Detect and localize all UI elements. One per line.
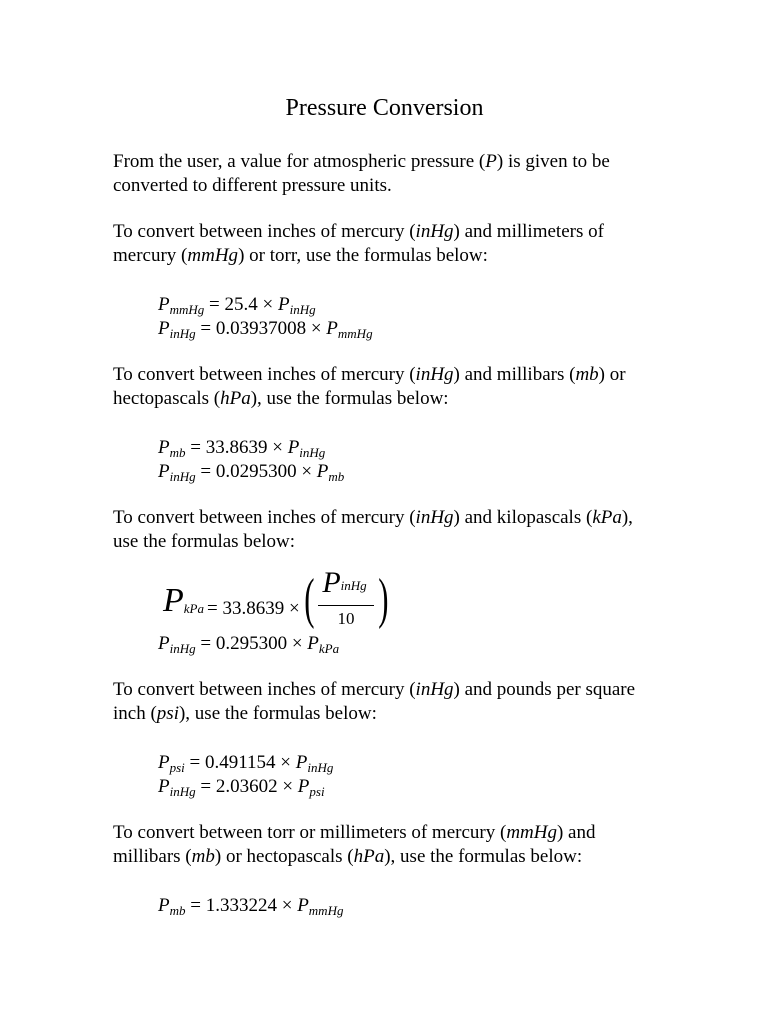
text: ) and pounds per square inch ( [113, 679, 636, 724]
section-2-formulas [158, 436, 656, 484]
text: ), use the formulas below: [384, 846, 583, 867]
coefficient: = 33.8639 × [207, 598, 300, 619]
variable: inHg [415, 679, 454, 700]
variable: hPa [353, 846, 385, 867]
p-symbol: P [307, 633, 319, 654]
variable: psi [156, 703, 179, 724]
section-4-formulas [158, 751, 656, 799]
p-symbol: P [158, 752, 170, 773]
p-symbol: P [158, 776, 170, 797]
variable: mmHg [187, 245, 239, 266]
subscript: mb [169, 903, 186, 918]
text: ), use the formulas below: [250, 388, 449, 409]
p-symbol: P [158, 318, 170, 339]
p-symbol: P [158, 633, 170, 654]
section-5-formulas [158, 894, 656, 918]
section-4-paragraph [113, 678, 656, 726]
subscript: inHg [299, 445, 326, 460]
p-symbol: P [316, 461, 329, 482]
text: ), use the formulas below: [178, 703, 377, 724]
left-paren: ( [303, 568, 315, 630]
right-paren: ) [377, 568, 389, 630]
formula [158, 460, 656, 484]
variable: mb [575, 364, 599, 385]
formula [158, 775, 656, 799]
subscript: inHg [169, 326, 196, 341]
p-symbol: P [158, 461, 170, 482]
subscript: mb [328, 469, 345, 484]
p-symbol: P [287, 437, 300, 458]
p-symbol: P [297, 776, 310, 797]
text: ) and millibars ( [113, 822, 596, 867]
fraction [318, 568, 373, 630]
p-symbol: P [158, 895, 170, 916]
operator: = 1.333224 × [185, 895, 298, 916]
p-symbol: P [158, 437, 170, 458]
section-3-paragraph [113, 506, 656, 554]
section-5-paragraph [113, 821, 656, 869]
operator: = 0.0295300 × [195, 461, 317, 482]
variable: inHg [415, 507, 454, 528]
text: ) and millimeters of mercury ( [113, 221, 604, 266]
text: ) or hectopascals ( [113, 364, 626, 409]
subscript: mmHg [337, 326, 373, 341]
section-1-paragraph [113, 220, 656, 268]
p-symbol: P [163, 582, 184, 619]
text: To convert between inches of mercury ( [113, 507, 416, 528]
text: ) or torr, use the formulas below: [238, 245, 488, 266]
formula [158, 751, 656, 775]
variable: P [485, 151, 497, 172]
variable: mb [191, 846, 215, 867]
subscript: inHg [340, 578, 367, 593]
text: ) is given to be converted to different pressure units. [113, 151, 610, 196]
variable: inHg [415, 221, 454, 242]
operator: = 0.491154 × [184, 752, 296, 773]
p-symbol: P [326, 318, 338, 339]
variable: mmHg [506, 822, 557, 843]
intro-paragraph [113, 150, 656, 198]
formula [158, 317, 656, 341]
subscript: kPa [183, 601, 204, 616]
variable: hPa [220, 388, 251, 409]
p-symbol: P [295, 752, 308, 773]
p-symbol: P [297, 895, 309, 916]
formula [158, 894, 656, 918]
section-1-formulas [158, 293, 656, 341]
text: ) or hectopascals ( [214, 846, 354, 867]
text: ) and millibars ( [453, 364, 576, 385]
denominator: 10 [337, 609, 355, 628]
operator: = 2.03602 × [195, 776, 298, 797]
subscript: kPa [318, 641, 340, 656]
text: From the user, a value for atmospheric pressure ( [113, 151, 486, 172]
text: ) and kilopascals ( [453, 507, 593, 528]
subscript: inHg [307, 760, 334, 775]
p-symbol: P [322, 566, 341, 599]
operator: = 25.4 × [204, 294, 278, 315]
subscript: mmHg [308, 903, 344, 918]
text: ), use the formulas below: [113, 507, 633, 552]
section-2-paragraph [113, 363, 656, 411]
formula [158, 632, 656, 656]
p-symbol: P [277, 294, 290, 315]
subscript: mmHg [169, 302, 205, 317]
subscript: inHg [169, 784, 196, 799]
subscript: inHg [169, 641, 196, 656]
formula [158, 436, 656, 460]
text: To convert between inches of mercury ( [113, 679, 416, 700]
subscript: mb [169, 445, 186, 460]
variable: inHg [415, 364, 454, 385]
text: To convert between inches of mercury ( [113, 221, 416, 242]
subscript: inHg [169, 469, 196, 484]
formula [158, 293, 656, 317]
numerator [318, 568, 373, 606]
subscript: inHg [289, 302, 316, 317]
variable: kPa [592, 507, 622, 528]
fraction-formula [163, 566, 656, 632]
p-symbol: P [158, 294, 170, 315]
operator: = 0.295300 × [195, 633, 308, 654]
text: To convert between inches of mercury ( [113, 364, 416, 385]
text: To convert between torr or millimeters of mercury ( [113, 822, 507, 843]
page-title: Pressure Conversion [285, 95, 484, 121]
operator: = 0.03937008 × [195, 318, 327, 339]
subscript: psi [309, 784, 325, 799]
operator: = 33.8639 × [185, 437, 288, 458]
subscript: psi [169, 760, 185, 775]
section-3-formulas [158, 632, 656, 656]
